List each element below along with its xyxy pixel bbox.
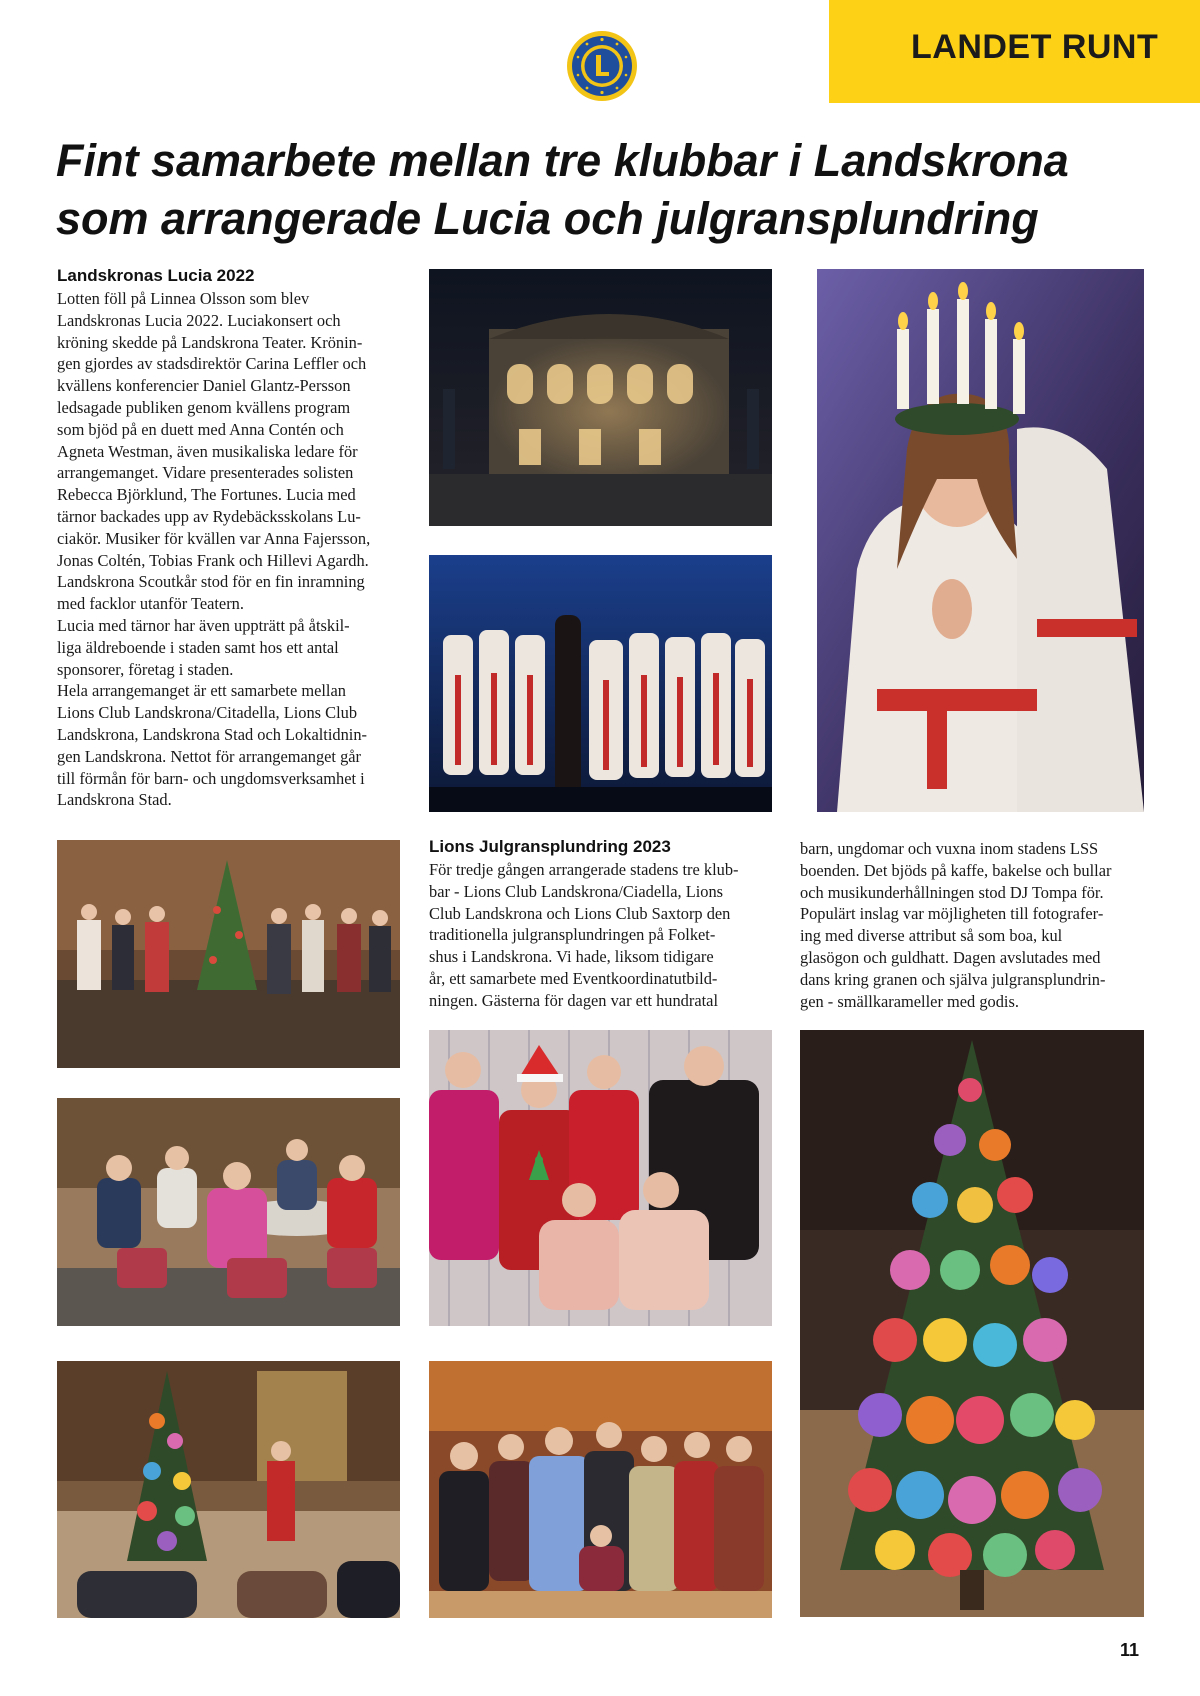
- photo-icon: [429, 1361, 772, 1618]
- photo-icon: [429, 555, 772, 812]
- section-tab: [829, 0, 1200, 103]
- photo-group-portrait: [429, 1361, 772, 1618]
- photo-icon: [429, 269, 772, 526]
- photo-guests-at-table: [57, 1098, 400, 1326]
- page-number: 11: [1120, 1640, 1140, 1660]
- julgran-subheading: Lions Julgransplundring 2023: [429, 837, 671, 856]
- lions-international-logo-icon: [566, 30, 638, 102]
- lucia-subheading: Landskronas Lucia 2022: [57, 266, 255, 285]
- photo-icon: [57, 1361, 400, 1618]
- photo-hall-with-tree: [57, 1361, 400, 1618]
- julgran-body-text-part1: För tredje gången arrangerade stadens tre klub- bar - Lions Club Landskrona/Ciadella, Lions Club Landskrona och Lions Club Saxtorp den traditionella julgransplundringen på Folket- shus i Landskrona. Vi hade, liksom tidigare år, ett samarbete med Eventkoordinatutbild- ningen. Gästerna för dagen var ett hundratal: [429, 860, 739, 1010]
- photo-icon: [429, 1030, 772, 1326]
- photo-decorated-christmas-tree: [800, 1030, 1144, 1617]
- photo-icon: [800, 1030, 1144, 1617]
- julgran-article-continuation: [800, 838, 1146, 1012]
- lucia-article-column: [57, 265, 403, 811]
- photo-lucia-candle-crown: [817, 269, 1144, 812]
- photo-dancing-around-tree: [57, 840, 400, 1068]
- lucia-body-text: Lotten föll på Linnea Olsson som blev Landskronas Lucia 2022. Luciakonsert och kröning skedde på Landskrona Teater. Krönin- gen gjordes av stadsdirektör Carina Leffler och kvällens konferencier Daniel Glantz-Persson ledsagade publiken genom kvällens program som bjöd på en duett med Anna Contén och Agneta Westman, även musikaliska ledare för arrangemanget. Vidare presenterades solisten Rebecca Björklund, The Fortunes. Lucia med tärnor backades upp av Rydebäcksskolans Lu- ciakör. Musiker för kvällen var Anna Fajersson, Jonas Coltén, Tobias Frank och Hillevi Agardh. Landskrona Scoutkår stod för en fin inramning med facklor utanför Teatern. Lucia med tärnor har även uppträtt på åtskil- liga äldreboende i staden samt hos ett antal sponsorer, företag i staden. Hela arrangemanget är ett samarbete mellan Lions Club Landskrona/Citadella, Lions Club Landskrona, Landskrona Stad och Lokaltidnin- gen Landskrona. Nettot för arrangemanget går till förmån för barn- och ungdomsverksamhet i Landskrona Stad.: [57, 289, 371, 810]
- photo-landskrona-theater: [429, 269, 772, 526]
- photo-lucia-choir-stage: [429, 555, 772, 812]
- article-headline: Fint samarbete mellan tre klubbar i Landskrona som arrangerade Lucia och julgransplundring: [56, 135, 1069, 244]
- photo-icon: [57, 1098, 400, 1326]
- photo-icon: [57, 840, 400, 1068]
- julgran-body-text-part2: barn, ungdomar och vuxna inom stadens LSS boenden. Det bjöds på kaffe, bakelse och bullar och musikunderhållningen stod DJ Tompa för. Populärt inslag var möjligheten till fotografer- ing med diverse attribut så som boa, kul glasögon och guldhatt. Dagen avslutades med dans kring granen och själva julgransplundrin- gen - smällkarameller med godis.: [800, 839, 1112, 1011]
- julgran-article-column: [429, 836, 775, 1012]
- photo-party-hats-group: [429, 1030, 772, 1326]
- section-label: LANDET RUNT: [911, 28, 1159, 66]
- photo-icon: [817, 269, 1144, 812]
